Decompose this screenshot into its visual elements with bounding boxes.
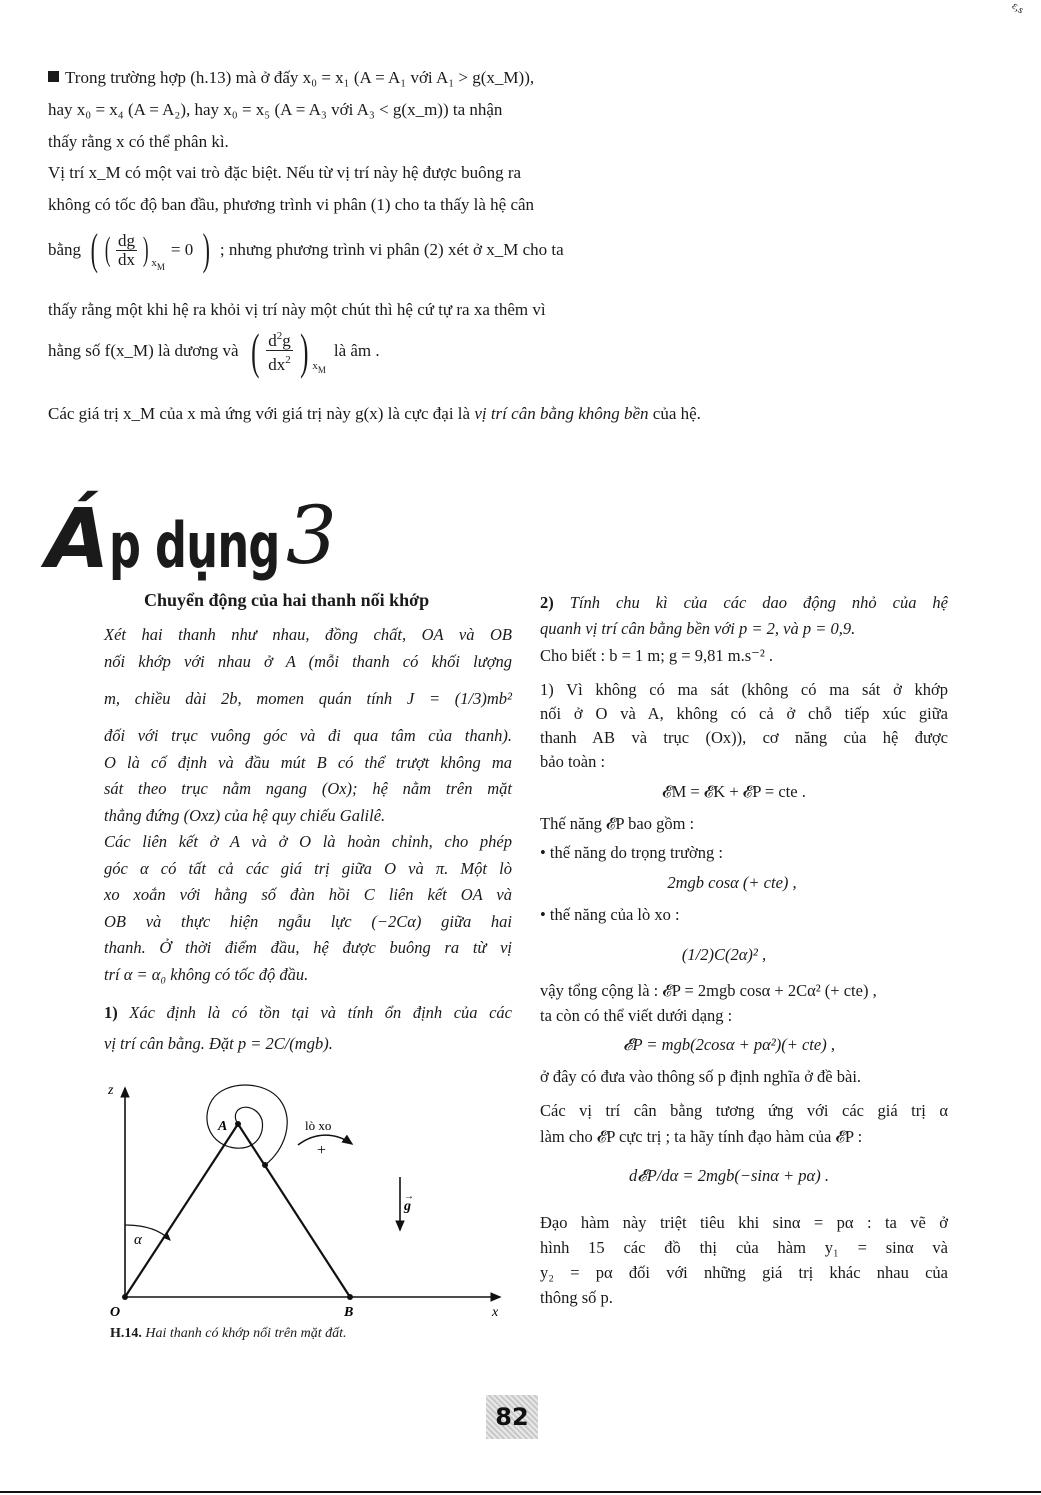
problem-line: O là cố định và đầu mút B có thể trượt không ma: [104, 752, 512, 772]
page-number-badge: [486, 1395, 538, 1439]
problem-line: góc α có tất cả các giá trị giữa O và π. Một lò: [104, 858, 512, 878]
question-1-line-1: Xác định là có tồn tại và tính ổn định của các: [129, 1003, 512, 1022]
label-alpha: α: [134, 1232, 142, 1248]
p3-line-1: Các giá trị x_M của x mà ứng với giá trị này g(x) là cực đại là: [48, 404, 471, 423]
problem-line: OB và thực hiện ngẫu lực (−2Cα) giữa hai: [104, 911, 512, 931]
problem-line: sát theo trục nằm ngang (Ox); hệ nằm trên mặt: [104, 779, 512, 798]
solution-1-line: bảo toàn :: [540, 752, 606, 771]
intro-line-1: Trong trường hợp (h.13) mà ở đấy x₀ = x₁ (A = A₁ với A₁ > g(x_M)),: [48, 62, 666, 94]
solution-1-line: nối ở O và A, không có cả ở chỗ tiếp xúc giữa: [540, 704, 948, 723]
caption-number: H.14.: [110, 1326, 142, 1341]
p3-end: của hệ.: [652, 404, 701, 423]
problem-line: m, chiều dài 2b, momen quán tính J = (1/3)mb²: [104, 689, 512, 708]
question-1: [104, 1000, 512, 1062]
given-values: Cho biết : b = 1 m; g = 9,81 m.s⁻² .: [540, 646, 774, 665]
question-2-number: 2): [540, 593, 554, 612]
equation-spring: (1/2)C(2α)² ,: [681, 945, 767, 964]
label-z: z: [108, 1083, 114, 1098]
total-energy-line: vậy tổng cộng là : 𝓔P = 2mgb cosα + 2Cα² (+ cte) ,: [540, 981, 877, 1000]
label-B: B: [344, 1305, 354, 1320]
final-line: y₂ = pα đối với những giá trị khác nhau của: [540, 1263, 948, 1282]
equation-gravity: 2mgb cosα (+ cte) ,: [667, 873, 797, 892]
joint-O: [122, 1294, 128, 1300]
heading-number: 3: [286, 489, 337, 582]
p2-line-2: không có tốc độ ban đầu, phương trình vi phân (1) cho ta thấy là hệ cân: [48, 195, 535, 214]
right-column: [540, 590, 948, 1310]
heading-middle: p dụng: [109, 509, 281, 582]
intro-line-2: hay x₀ = x₄ (A = A₂), hay x₀ = x₅ (A = A₃ với A₃ < g(x_m)) ta nhận: [48, 100, 503, 119]
solution-1-line: 1) Vì không có ma sát (không có ma sát ở khớp: [540, 680, 948, 699]
question-2-line-2: quanh vị trí cân bằng bền với p = 2, và p = 0,9.: [540, 619, 856, 638]
caption-text: Hai thanh có khớp nối trên mặt đất.: [145, 1326, 347, 1341]
final-line: hình 15 các đồ thị của hàm y₁ = sinα và: [540, 1238, 948, 1257]
problem-line: xo xoắn với hằng số đàn hồi C liên kết OA và: [104, 885, 512, 904]
problem-statement: [104, 622, 512, 988]
intro-paragraph-2: [48, 157, 666, 221]
section-heading: [46, 489, 346, 587]
equilibrium-formula: ( ( $\frac{dg}{dx}$ ) $_{x_M}$ = 0 ): [90, 225, 211, 274]
heading-letter: Á: [46, 492, 110, 587]
bottom-rule: [0, 1491, 1041, 1493]
rewrite-line: ta còn có thể viết dưới dạng :: [540, 1006, 733, 1025]
equation-energy: 𝓔M = 𝓔K + 𝓔P = cte .: [662, 782, 806, 801]
problem-line: thanh. Ở thời điểm đầu, hệ được buông ra từ vị: [104, 938, 512, 957]
bullet-gravity: • thế năng do trọng trường :: [540, 843, 723, 862]
intro-line-3: thấy rằng x có thể phân kì.: [48, 132, 229, 151]
label-g-arrow-icon: →: [404, 1191, 414, 1202]
corner-mark: ε,s: [1009, 0, 1027, 17]
label-O: O: [110, 1305, 121, 1320]
figure-caption: [110, 1326, 347, 1342]
question-1-number: 1): [104, 1003, 118, 1022]
label-plus: +: [317, 1142, 327, 1159]
bar-AB: [238, 1124, 350, 1297]
question-2-line-1: Tính chu kì của các dao động nhỏ của hệ: [569, 593, 949, 612]
label-x: x: [492, 1305, 499, 1320]
problem-subtitle: Chuyển động của hai thanh nối khớp: [144, 590, 430, 610]
label-g: g: [404, 1199, 411, 1214]
final-line: thông số p.: [540, 1288, 613, 1307]
final-line: Đạo hàm này triệt tiêu khi sinα = pα : ta vẽ ở: [540, 1213, 948, 1232]
parameter-line: ở đây có đưa vào thông số p định nghĩa ở đề bài.: [540, 1067, 862, 1086]
label-A: A: [218, 1119, 228, 1134]
equation-rewrite: 𝓔P = mgb(2cosα + pα²)(+ cte) ,: [623, 1035, 835, 1054]
bar-OA: [125, 1124, 238, 1297]
bullet-square-icon: [48, 71, 59, 82]
intro-paragraph-1: [48, 62, 666, 158]
p2-line-1: Vị trí x_M có một vai trò đặc biệt. Nếu từ vị trí này hệ được buông ra: [48, 163, 522, 182]
equation-derivative: d𝓔P/dα = 2mgb(−sinα + pα) .: [629, 1166, 829, 1185]
p2-line-5: hằng số f(x_M) là dương và ( $\frac{d^2g}{dx^2}$ ) $_{x_M}$ là âm .: [48, 322, 380, 379]
problem-line: trí α = α₀ không có tốc độ đầu.: [104, 964, 309, 984]
problem-line: đối với trục vuông góc và đi qua tâm của thanh).: [104, 726, 512, 745]
page-number: 82: [495, 1403, 529, 1431]
question-1-line-2: vị trí cân bằng. Đặt p = 2C/(mgb).: [104, 1034, 333, 1053]
problem-line: thẳng đứng (Oxz) của hệ quy chiếu Galilê.: [104, 805, 386, 825]
problem-line: Các liên kết ở A và ở O là hoàn chỉnh, cho phép: [104, 832, 512, 851]
problem-line: Xét hai thanh như nhau, đồng chất, OA và OB: [104, 625, 512, 644]
problem-line: nối khớp với nhau ở A (mỗi thanh có khối lượng: [104, 651, 512, 671]
label-spring: lò xo: [305, 1118, 332, 1133]
p2-line-4: thấy rằng một khi hệ ra khỏi vị trí này một chút thì hệ cứ tự ra xa thêm vì: [48, 300, 546, 319]
intro-paragraph-3: [48, 398, 701, 430]
p2-line-3: bằng ( ( $\frac{dg}{dx}$ ) $_{x_M}$ = 0 ) ; nhưng phương trình vi phân (2) xét ở x_M cho ta: [48, 225, 564, 274]
second-derivative-formula: ( $\frac{d^2g}{dx^2}$ ) $_{x_M}$: [250, 322, 326, 379]
figure-h14: [100, 1080, 510, 1320]
equilibrium-line: làm cho 𝓔P cực trị ; ta hãy tính đạo hàm của 𝓔P :: [540, 1127, 863, 1146]
solution-1-line: thanh AB và trục (Ox)), cơ năng của hệ được: [540, 728, 948, 747]
joint-B: [347, 1294, 353, 1300]
bullet-spring: • thế năng của lò xo :: [540, 905, 680, 924]
potential-energy-intro: Thế năng 𝓔P bao gồm :: [540, 814, 695, 833]
unstable-equilibrium-term: vị trí cân bằng không bền: [474, 404, 649, 423]
equilibrium-line: Các vị trí cân bằng tương ứng với các giá trị α: [540, 1101, 948, 1120]
